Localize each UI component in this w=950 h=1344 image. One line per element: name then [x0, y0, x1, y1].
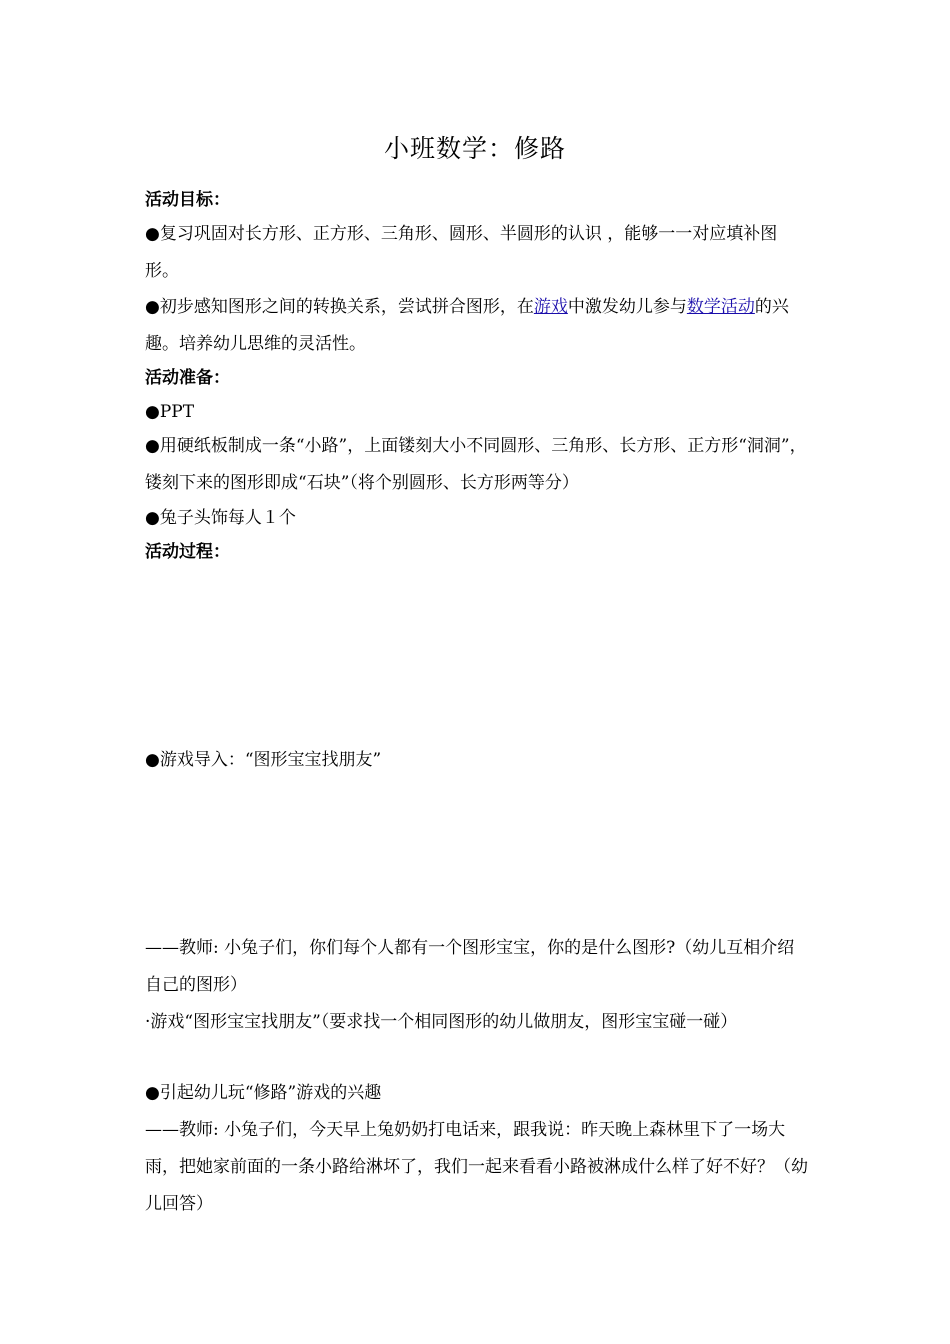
process-item-intro: ●游戏导入：“图形宝宝找朋友”	[145, 750, 382, 770]
link-game[interactable]: 游戏	[533, 297, 568, 317]
goal-item-2	[145, 289, 810, 363]
prep-item-ppt: ●PPT	[145, 402, 195, 422]
prep-item-road: ●用硬纸板制成一条“小路”，上面镂刻大小不同圆形、三角形、长方形、正方形“洞洞”， 镂刻下来的图形即成“石块”（将个别圆形、长方形两等分）	[145, 436, 807, 493]
process-item-game: ·游戏“图形宝宝找朋友”（要求找一个相同图形的幼儿做朋友，图形宝宝碰一碰）	[145, 1012, 738, 1032]
goal-2-text-c: 的兴趣。培养幼儿思维的灵活性。	[145, 297, 789, 354]
goal-2-text-b: 中激发幼儿参与	[567, 297, 687, 317]
process-item-teacher-2: ——教师: 小兔子们，今天早上兔奶奶打电话来，跟我说：昨天晚上森林里下了一场大雨，把她家前面的一条小路给淋坏了，我们一起来看看小路被淋成什么样了好不好？（幼儿回答）	[145, 1120, 808, 1214]
goals-heading: 活动目标：	[145, 190, 230, 210]
process-heading: 活动过程：	[145, 542, 230, 562]
prep-item-headwear: ●兔子头饰每人１个	[145, 508, 296, 528]
document-title: 小班数学：修路	[383, 134, 566, 163]
preparation-heading: 活动准备：	[145, 368, 230, 388]
goal-2-text-a: ●初步感知图形之间的转换关系，尝试拼合图形，在	[145, 297, 534, 317]
link-math-activity[interactable]: 数学活动	[686, 297, 755, 317]
process-item-interest: ●引起幼儿玩“修路”游戏的兴趣	[145, 1083, 382, 1103]
goal-item-1: ●复习巩固对长方形、正方形、三角形、圆形、半圆形的认识 ，能够一一对应填补图形。	[145, 224, 778, 281]
process-item-teacher-1: ——教师: 小兔子们，你们每个人都有一个图形宝宝，你的是什么图形?（幼儿互相介绍自己的图形）	[145, 938, 795, 995]
